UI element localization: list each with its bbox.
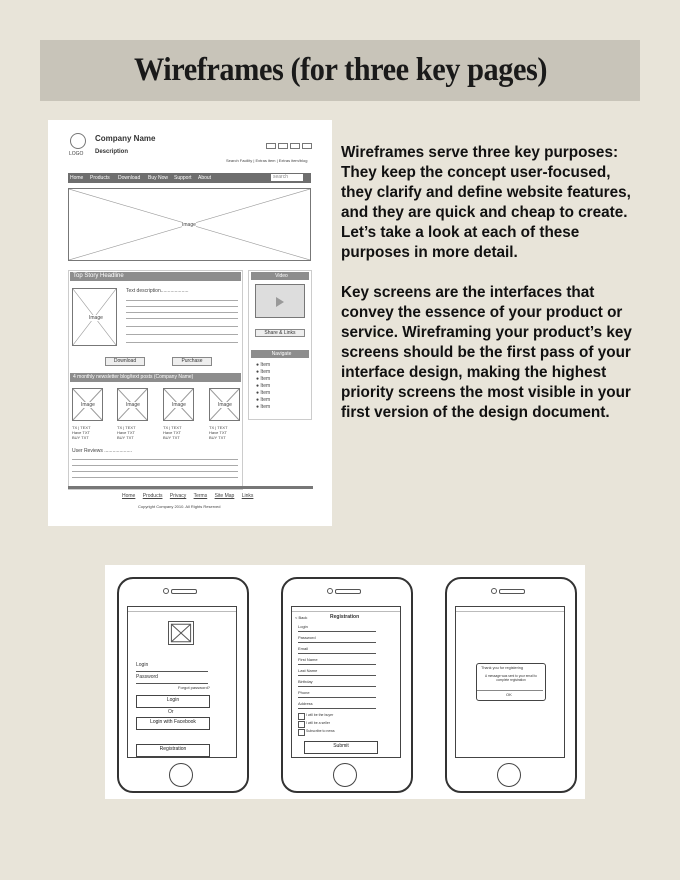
copyright: Copyright Company 2010. All Rights Reserved [138,504,221,509]
camera-icon [327,588,333,594]
password-label: Password [136,674,158,680]
confirmation-dialog [476,663,546,701]
nav-list-item[interactable]: ● Item [256,369,271,375]
product-meta: TX | TEXT Have TXT BUY TXT [209,425,228,440]
nav-download[interactable]: Download [118,175,141,181]
status-bar [456,607,564,612]
login-screen [127,606,237,758]
field-label: First Name [298,657,318,662]
nav-about[interactable]: About [198,175,212,181]
play-icon[interactable] [276,297,284,307]
footer-divider [68,486,313,489]
nav-products[interactable]: Products [90,175,110,181]
text-line [126,334,238,335]
product-meta: TX | TEXT Have TXT BUY TXT [72,425,91,440]
text-line [126,300,238,301]
product-meta: TX | TEXT Have TXT BUY TXT [117,425,136,440]
nav-bar [68,173,311,183]
nav-buy-now[interactable]: Buy Now [148,175,169,181]
login-button[interactable]: Login [136,695,210,708]
product-image-label: Image [81,402,95,408]
ok-button[interactable]: OK [506,692,512,697]
forgot-password-link[interactable]: Forgot password? [178,685,211,690]
story-image-placeholder [72,288,117,346]
product-image-3 [163,388,194,421]
body-text [341,143,641,443]
dialog-divider [477,690,543,691]
products-bar: 4 monthly newsletter blog/text posts (Company Name) [70,373,241,382]
login-field[interactable] [136,671,208,672]
form-field[interactable] [298,697,376,698]
phone-registration [281,577,413,793]
review-line [72,459,238,460]
checkbox-label: I will be the buyer [306,713,334,717]
video-player[interactable] [255,284,305,318]
home-button-icon [497,763,521,787]
title-banner [40,40,640,101]
desktop-wireframe [48,120,332,526]
nav-list-item[interactable]: ● Item [256,404,271,410]
field-label: Password [298,635,316,640]
logo-icon [70,133,86,149]
field-label: Birthday [298,679,313,684]
confirmation-screen [455,606,565,758]
checkbox-label: I will be a seller [306,721,330,725]
camera-icon [163,588,169,594]
form-field[interactable] [298,708,376,709]
navigate-list [256,362,270,411]
registration-button[interactable]: Registration [136,744,210,757]
product-image-2 [117,388,148,421]
facebook-login-button[interactable]: Login with Facebook [136,717,210,730]
text-line [126,318,238,319]
phone-confirmation [445,577,577,793]
password-field[interactable] [136,683,208,684]
company-name: Company Name [95,134,156,143]
nav-home[interactable]: Home [70,175,84,181]
footer-link[interactable]: Products [142,493,163,499]
registration-title: Registration [330,614,360,620]
hero-image-placeholder [68,188,311,261]
video-title: Video [251,272,309,280]
story-image-label: Image [89,315,103,321]
form-field[interactable] [298,642,376,643]
speaker-icon [499,589,525,594]
footer-link[interactable]: Links [241,493,254,499]
thank-you-title: Thank you for registering [481,666,523,670]
header-icons [266,136,312,154]
login-label: Login [136,662,149,668]
text-description: Text description.................... [126,288,189,294]
registration-screen [291,606,401,758]
download-button[interactable]: Download [105,357,145,366]
camera-icon [491,588,497,594]
text-line [126,342,238,343]
nav-support[interactable]: Support [174,175,192,181]
review-line [72,471,238,472]
footer-link[interactable]: Home [122,493,136,499]
status-bar [292,607,400,612]
field-label: Phone [298,690,310,695]
nav-list-item[interactable]: ● Item [256,376,271,382]
share-links-button[interactable]: Share & Links [255,329,305,337]
checkbox[interactable] [298,713,305,720]
purchase-button[interactable]: Purchase [172,357,212,366]
mobile-wireframes [105,565,585,799]
status-bar [128,607,236,612]
image-placeholder [168,621,194,645]
footer-link[interactable]: Terms [193,493,208,499]
review-line [72,477,238,478]
home-button-icon [333,763,357,787]
logo-text: LOGO [69,151,84,157]
paragraph-2: Key screens are the interfaces that convey the essence of your product or service. Wireframing your product’s key screens should be the first pass of your interface design, making the highest priority screens the most visible in your first version of the design document. [341,284,632,421]
checkbox-label: Subscribe to news [306,729,335,733]
search-box[interactable]: search [271,174,303,181]
submit-button[interactable]: Submit [304,741,378,754]
or-label: Or [168,709,174,715]
nav-list-item[interactable]: ● Item [256,390,271,396]
back-button[interactable]: < Back [295,615,308,620]
paragraph-1: Wireframes serve three key purposes: They keep the concept user-focused, they clarify and define website features, and they are quick and cheap to create. Let’s take a look at each of these purposes in more detail. [341,144,631,261]
footer-links [122,493,253,499]
form-field[interactable] [298,686,376,687]
field-label: Email [298,646,309,651]
user-reviews: User Reviews .................... [72,448,133,454]
nav-list-item[interactable]: ● Item [256,362,271,368]
home-button-icon [169,763,193,787]
product-meta: TX | TEXT Have TXT BUY TXT [163,425,182,440]
text-line [126,306,238,307]
confirmation-message: A message was sent to your email to complete registration [485,674,537,682]
footer-link[interactable]: Site Map [214,493,235,499]
product-image-label: Image [126,402,140,408]
footer-link[interactable]: Privacy [169,493,187,499]
field-label: Login [298,624,308,629]
description: Description [95,149,129,155]
speaker-icon [171,589,197,594]
checkbox[interactable] [298,721,305,728]
product-image-label: Image [172,402,186,408]
checkbox[interactable] [298,729,305,736]
form-field[interactable] [298,653,376,654]
product-image-4 [209,388,240,421]
product-image-1 [72,388,103,421]
page-title: Wireframes (for three key pages) [133,52,547,88]
nav-list-item[interactable]: ● Item [256,397,271,403]
field-label: Address [298,701,313,706]
phone-login [117,577,249,793]
form-field[interactable] [298,664,376,665]
speaker-icon [335,589,361,594]
text-line [126,326,238,327]
form-field[interactable] [298,631,376,632]
review-line [72,465,238,466]
product-image-label: Image [218,402,232,408]
field-label: Last Name [298,668,318,673]
text-line [126,312,238,313]
nav-list-item[interactable]: ● Item [256,383,271,389]
navigate-title: Navigate [251,350,309,358]
hero-image-label: Image [182,222,196,228]
header-links: Search Facility | Extras item | Extras item/blog [226,158,308,163]
top-story-headline: Top Story Headline [70,272,241,281]
form-field[interactable] [298,675,376,676]
